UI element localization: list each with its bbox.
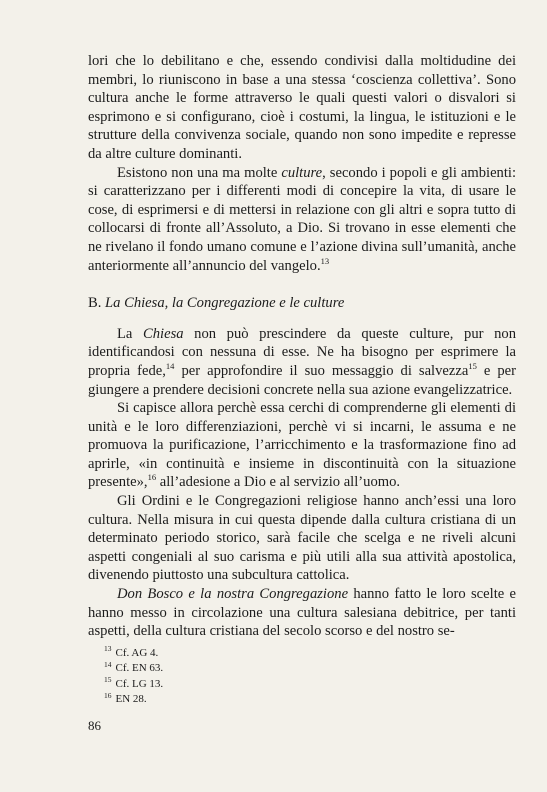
footnote-16: [104, 692, 163, 707]
footnote-text: Cf. LG 13.: [115, 677, 164, 690]
paragraph-6-text-b: hanno fatto le loro scelte e hanno messo in circolazione una cultura salesiana debitrice, per tanti aspetti, della cultura cristiana del secolo scorso e del nostro se-: [88, 586, 516, 640]
paragraph-3-text-c: per approfondire il suo messaggio di salvezza: [174, 362, 469, 379]
page-body: [88, 52, 516, 641]
section-heading-title: La Chiesa, la Congregazione e le culture: [105, 295, 345, 312]
footnote-14: [104, 661, 163, 676]
paragraph-2: [88, 164, 516, 276]
footnote-ref-14: 14: [165, 361, 175, 372]
footnote-number: 13: [104, 644, 112, 654]
paragraph-3-emphasis: Chiesa: [143, 325, 184, 342]
footnote-text: Cf. EN 63.: [115, 662, 164, 675]
footnote-number: 16: [104, 690, 112, 700]
paragraph-4: [88, 399, 516, 492]
paragraph-3: [88, 325, 516, 399]
paragraph-3-text-a: La: [117, 325, 143, 342]
paragraph-5: Gli Ordini e le Congregazioni religiose hanno anch’essi una loro cultura. Nella misura in cui questa dipende dalla cultura cristiana di un determinato periodo storico, sarà facile che scelga e ne riveli alcuni aspetti congeniali al suo carisma e più utili alla sua attività apostolica, divenendo piuttosto una subcultura cattolica.: [88, 493, 516, 584]
footnote-13: [104, 646, 163, 661]
footnote-ref-16: 16: [147, 472, 157, 483]
section-heading: [88, 294, 516, 313]
footnote-ref-13: 13: [320, 255, 330, 266]
footnotes: [104, 646, 163, 708]
paragraph-2-text-b: , secondo i popoli e gli ambienti: si caratterizzano per i differenti modi di concepire la vita, di usare le cose, di esprimersi e di mettersi in relazione con gli altri e sopra tutto di collocarsi di fronte all’Assoluto, a Dio. Si trovano in esse elementi che ne rivelano il fondo umano comune e l’azione divina sull’umanità, anche anteriormente all’annuncio del vangelo.: [88, 164, 517, 274]
footnote-ref-15: 15: [468, 361, 477, 372]
paragraph-6-emphasis: Don Bosco e la nostra Congregazione: [117, 586, 349, 603]
footnote-text: Cf. AG 4.: [115, 647, 159, 659]
page-number: 86: [88, 718, 101, 733]
paragraph-3-text-b: non può prescindere da queste culture, pur non identificandosi con nessuna di esse. Ne ha bisogno per esprimere la propria fede,: [88, 325, 516, 379]
paragraph-6: [88, 585, 516, 641]
paragraph-2-emphasis: culture: [281, 164, 323, 181]
footnote-15: [104, 677, 163, 692]
footnote-number: 15: [104, 675, 112, 685]
paragraph-1: lori che lo debilitano e che, essendo condivisi dalla moltidudine dei membri, lo riuniscono in base a una stessa ‘coscienza collettiva’. Sono cultura anche le forme attraverso le quali questi valori o disvalori si esprimono e si configurano, cioè i costumi, la lingua, le istituzioni e le strutture della convivenza sociale, quando non sono impedite e represse da altre culture dominanti.: [88, 53, 516, 162]
footnote-text: EN 28.: [115, 693, 147, 706]
footnote-number: 14: [104, 659, 112, 669]
paragraph-4-text-a: Si capisce allora perchè essa cerchi di comprenderne gli elementi di unità e le loro differenziazioni, perchè vi si incarni, le assuma e ne promuova la purificazione, l’arricchimento e la trasformazione fino ad aprirle, «in continuità e insieme in discontinuità con la situazione presente»,: [88, 400, 516, 491]
paragraph-3-text-d: e per giungere a prendere decisioni concrete nella sua azione evangelizzatrice.: [88, 362, 516, 398]
section-heading-prefix: B.: [88, 295, 106, 312]
paragraph-2-text-a: Esistono non una ma molte: [117, 164, 282, 181]
paragraph-4-text-b: all’adesione a Dio e al servizio all’uomo.: [156, 474, 401, 491]
